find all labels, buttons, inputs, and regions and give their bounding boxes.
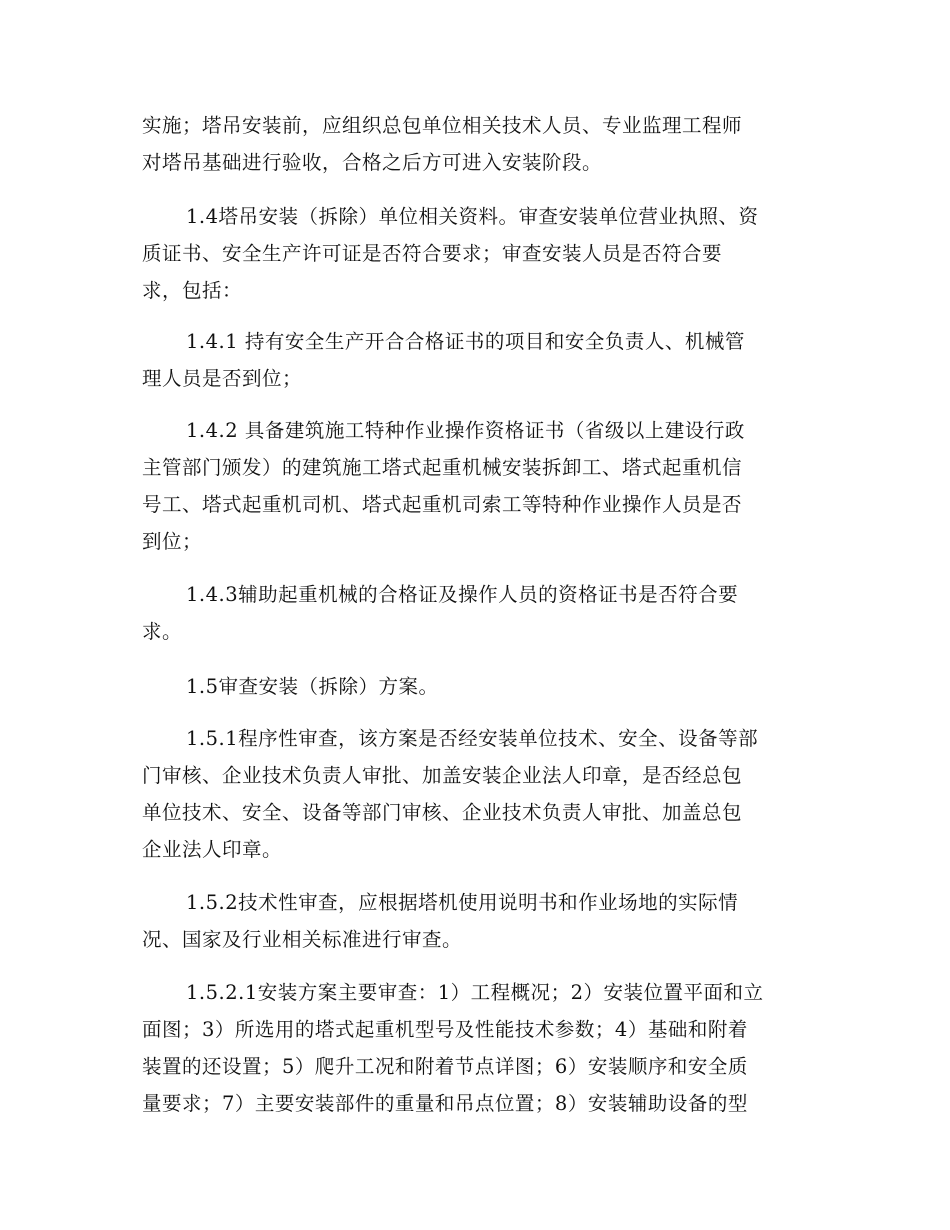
paragraph-continued-inspection [142,107,822,181]
paragraph-1-4-3 [142,576,822,650]
text-line: 1.5.1程序性审查，该方案是否经安装单位技术、安全、设备等部 [186,727,759,750]
text-line: 求，包括： [142,279,243,302]
text-line: 装置的还设置；5）爬升工况和附着节点详图；6）安装顺序和安全质 [142,1055,748,1078]
paragraph-1-4 [142,198,822,309]
text-line: 企业法人印章。 [142,838,283,861]
text-line: 门审核、企业技术负责人审批、加盖安装企业法人印章，是否经总包 [142,764,743,787]
text-line: 理人员是否到位； [142,367,303,390]
paragraph-1-4-1 [142,323,822,397]
paragraph-1-4-2 [142,412,822,560]
text-line: 到位； [142,530,203,553]
paragraph-1-5-1 [142,720,822,868]
text-line: 求。 [142,620,183,643]
paragraph-1-5-2-1 [142,974,822,1122]
text-line: 对塔吊基础进行验收，合格之后方可进入安装阶段。 [142,151,603,174]
text-line: 1.4.2 具备建筑施工特种作业操作资格证书（省级以上建设行政 [186,419,745,442]
paragraph-1-5 [142,668,822,705]
text-line: 实施；塔吊安装前，应组织总包单位相关技术人员、专业监理工程师 [142,114,743,137]
text-line: 号工、塔式起重机司机、塔式起重机司索工等特种作业操作人员是否 [142,493,743,516]
text-line: 况、国家及行业相关标准进行审查。 [142,928,463,951]
text-line: 单位技术、安全、设备等部门审核、企业技术负责人审批、加盖总包 [142,801,743,824]
text-line: 面图；3）所选用的塔式起重机型号及性能技术参数；4）基础和附着 [142,1018,748,1041]
text-line: 量要求；7）主要安装部件的重量和吊点位置；8）安装辅助设备的型 [142,1092,748,1115]
text-line: 质证书、安全生产许可证是否符合要求；审查安装人员是否符合要 [142,242,723,265]
text-line: 1.5.2.1安装方案主要审查：1）工程概况；2）安装位置平面和立 [186,981,764,1004]
text-line: 1.5审查安装（拆除）方案。 [186,675,439,698]
text-line: 1.4塔吊安装（拆除）单位相关资料。审查安装单位营业执照、资 [186,205,759,228]
text-line: 1.4.1 持有安全生产开合合格证书的项目和安全负责人、机械管 [186,330,745,353]
text-line: 主管部门颁发）的建筑施工塔式起重机械安装拆卸工、塔式起重机信 [142,456,743,479]
paragraph-1-5-2 [142,884,822,958]
text-line: 1.4.3辅助起重机械的合格证及操作人员的资格证书是否符合要 [186,583,739,606]
text-line: 1.5.2技术性审查，应根据塔机使用说明书和作业场地的实际情 [186,891,739,914]
